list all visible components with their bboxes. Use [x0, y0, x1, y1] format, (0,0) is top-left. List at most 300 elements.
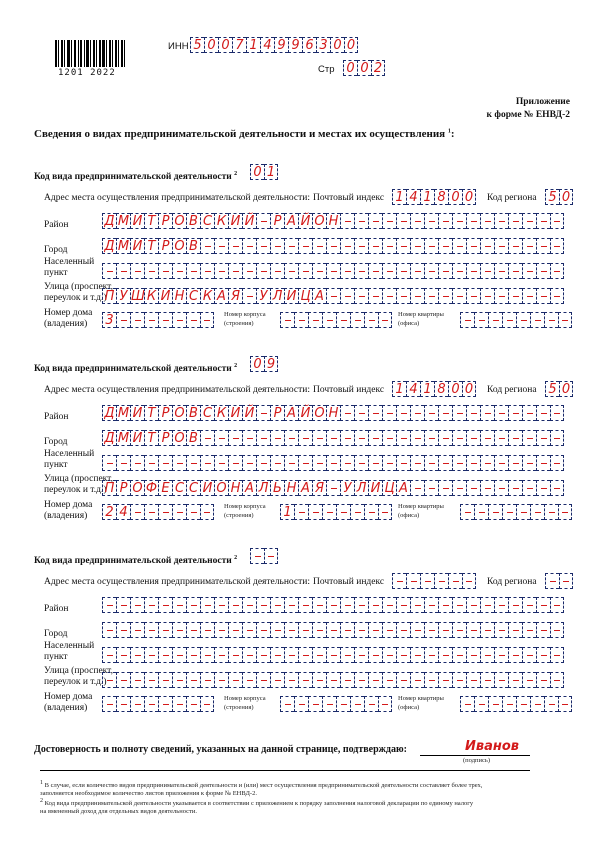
- building-field-cell[interactable]: [322, 312, 336, 328]
- district-field-cell[interactable]: Н: [326, 213, 340, 229]
- district-field-cell[interactable]: [256, 597, 270, 613]
- city-field-cell[interactable]: [466, 238, 480, 254]
- apartment-field-cell[interactable]: [460, 696, 474, 712]
- inn-cell[interactable]: 7: [232, 37, 246, 53]
- settlement-field-cell[interactable]: [144, 647, 158, 663]
- settlement-field-cell[interactable]: [242, 263, 256, 279]
- district-field-cell[interactable]: Т: [144, 213, 158, 229]
- city-field-cell[interactable]: [158, 622, 172, 638]
- district-field-cell[interactable]: [284, 597, 298, 613]
- settlement-field-cell[interactable]: [340, 647, 354, 663]
- district-field-cell[interactable]: [172, 597, 186, 613]
- apartment-field-cell[interactable]: [516, 312, 530, 328]
- city-field-cell[interactable]: [340, 622, 354, 638]
- district-field-cell[interactable]: [368, 597, 382, 613]
- activity-code-field-cell[interactable]: 0: [250, 164, 264, 180]
- district-field-cell[interactable]: О: [312, 405, 326, 421]
- postal-index-field[interactable]: [392, 189, 476, 205]
- city-field-cell[interactable]: [242, 238, 256, 254]
- building-field-cell[interactable]: 1: [280, 504, 294, 520]
- city-field-cell[interactable]: [326, 430, 340, 446]
- city-field-cell[interactable]: [452, 430, 466, 446]
- region-code-field-cell[interactable]: [559, 573, 573, 589]
- city-field-cell[interactable]: Т: [144, 430, 158, 446]
- settlement-field-cell[interactable]: [214, 455, 228, 471]
- inn-cell[interactable]: 3: [316, 37, 330, 53]
- city-field-cell[interactable]: [228, 430, 242, 446]
- building-field[interactable]: [280, 312, 392, 328]
- city-field-cell[interactable]: [354, 238, 368, 254]
- district-field-cell[interactable]: [130, 597, 144, 613]
- street-field-cell[interactable]: [438, 480, 452, 496]
- building-field-cell[interactable]: [308, 504, 322, 520]
- house-field-cell[interactable]: [172, 504, 186, 520]
- district-field-cell[interactable]: Н: [326, 405, 340, 421]
- city-field-cell[interactable]: [228, 622, 242, 638]
- settlement-field-cell[interactable]: [536, 263, 550, 279]
- street-field-cell[interactable]: У: [340, 480, 354, 496]
- street-field-cell[interactable]: А: [242, 480, 256, 496]
- street-field-cell[interactable]: [256, 672, 270, 688]
- page-number-cell[interactable]: 2: [371, 60, 385, 76]
- district-field-cell[interactable]: [536, 597, 550, 613]
- settlement-field-cell[interactable]: [116, 263, 130, 279]
- street-field-cell[interactable]: [242, 672, 256, 688]
- city-field-cell[interactable]: [284, 238, 298, 254]
- settlement-field-cell[interactable]: [438, 455, 452, 471]
- street-field-cell[interactable]: П: [102, 480, 116, 496]
- district-field-cell[interactable]: Р: [270, 405, 284, 421]
- city-field-cell[interactable]: И: [130, 238, 144, 254]
- postal-index-field-cell[interactable]: 1: [392, 189, 406, 205]
- city-field-cell[interactable]: [424, 430, 438, 446]
- house-field[interactable]: [102, 696, 214, 712]
- district-field-cell[interactable]: В: [186, 405, 200, 421]
- settlement-field-cell[interactable]: [368, 455, 382, 471]
- city-field-cell[interactable]: [452, 238, 466, 254]
- street-field-cell[interactable]: [466, 288, 480, 304]
- street-field-cell[interactable]: [452, 672, 466, 688]
- street-field-cell[interactable]: [410, 672, 424, 688]
- city-field-cell[interactable]: [494, 430, 508, 446]
- activity-code-field-cell[interactable]: [250, 548, 264, 564]
- settlement-field-cell[interactable]: [102, 263, 116, 279]
- district-field-cell[interactable]: [256, 405, 270, 421]
- street-field-cell[interactable]: Ф: [145, 481, 158, 496]
- street-field-cell[interactable]: Н: [284, 480, 298, 496]
- building-field-cell[interactable]: [378, 504, 392, 520]
- settlement-field-cell[interactable]: [242, 647, 256, 663]
- street-field-cell[interactable]: [536, 480, 550, 496]
- city-field-cell[interactable]: [200, 622, 214, 638]
- city-field-cell[interactable]: [144, 622, 158, 638]
- street-field-cell[interactable]: [326, 288, 340, 304]
- settlement-field-cell[interactable]: [494, 263, 508, 279]
- city-field-cell[interactable]: [382, 430, 396, 446]
- page-number-cell[interactable]: 0: [357, 60, 371, 76]
- district-field-cell[interactable]: [494, 213, 508, 229]
- apartment-field-cell[interactable]: [516, 696, 530, 712]
- district-field-cell[interactable]: [312, 597, 326, 613]
- street-field-cell[interactable]: С: [172, 480, 186, 496]
- building-field-cell[interactable]: [378, 312, 392, 328]
- postal-index-field-cell[interactable]: [448, 573, 462, 589]
- district-field[interactable]: [102, 213, 564, 229]
- settlement-field-cell[interactable]: [130, 647, 144, 663]
- activity-code-field-cell[interactable]: 9: [264, 356, 278, 372]
- building-field-cell[interactable]: [350, 504, 364, 520]
- settlement-field-cell[interactable]: [144, 263, 158, 279]
- street-field-cell[interactable]: Ш: [131, 289, 145, 304]
- city-field-cell[interactable]: [438, 430, 452, 446]
- settlement-field-cell[interactable]: [144, 455, 158, 471]
- street-field-cell[interactable]: [452, 288, 466, 304]
- settlement-field[interactable]: [102, 263, 564, 279]
- city-field-cell[interactable]: [480, 622, 494, 638]
- district-field-cell[interactable]: Р: [158, 405, 172, 421]
- settlement-field-cell[interactable]: [466, 455, 480, 471]
- postal-index-field-cell[interactable]: 0: [462, 381, 476, 397]
- street-field-cell[interactable]: [214, 672, 228, 688]
- district-field[interactable]: [102, 597, 564, 613]
- city-field-cell[interactable]: Д: [102, 238, 116, 254]
- city-field-cell[interactable]: [340, 238, 354, 254]
- apartment-field-cell[interactable]: [474, 504, 488, 520]
- building-field-cell[interactable]: [364, 696, 378, 712]
- inn-cell[interactable]: 5: [190, 37, 204, 53]
- settlement-field-cell[interactable]: [480, 647, 494, 663]
- region-code-field-cell[interactable]: 5: [545, 381, 559, 397]
- postal-index-field-cell[interactable]: 1: [420, 381, 434, 397]
- settlement-field-cell[interactable]: [116, 455, 130, 471]
- settlement-field-cell[interactable]: [424, 647, 438, 663]
- street-field-cell[interactable]: Я: [312, 480, 326, 496]
- district-field-cell[interactable]: [494, 597, 508, 613]
- district-field-cell[interactable]: [494, 405, 508, 421]
- street-field-cell[interactable]: [424, 288, 438, 304]
- district-field-cell[interactable]: [368, 213, 382, 229]
- district-field-cell[interactable]: А: [284, 405, 298, 421]
- settlement-field-cell[interactable]: [214, 263, 228, 279]
- street-field-cell[interactable]: [536, 288, 550, 304]
- settlement-field-cell[interactable]: [508, 263, 522, 279]
- district-field[interactable]: [102, 405, 564, 421]
- street-field-cell[interactable]: [354, 288, 368, 304]
- district-field-cell[interactable]: [466, 597, 480, 613]
- city-field-cell[interactable]: [256, 238, 270, 254]
- district-field-cell[interactable]: [550, 597, 564, 613]
- street-field-cell[interactable]: [522, 288, 536, 304]
- settlement-field-cell[interactable]: [354, 647, 368, 663]
- district-field-cell[interactable]: Р: [270, 213, 284, 229]
- settlement-field-cell[interactable]: [536, 455, 550, 471]
- house-field-cell[interactable]: [144, 504, 158, 520]
- street-field-cell[interactable]: С: [186, 288, 200, 304]
- page-number-field[interactable]: [343, 60, 385, 76]
- district-field-cell[interactable]: [536, 405, 550, 421]
- street-field-cell[interactable]: [508, 672, 522, 688]
- settlement-field-cell[interactable]: [326, 647, 340, 663]
- city-field-cell[interactable]: [382, 622, 396, 638]
- settlement-field-cell[interactable]: [158, 263, 172, 279]
- house-field-cell[interactable]: [116, 696, 130, 712]
- settlement-field-cell[interactable]: [298, 647, 312, 663]
- inn-cell[interactable]: 0: [204, 37, 218, 53]
- street-field-cell[interactable]: [410, 480, 424, 496]
- house-field-cell[interactable]: [144, 696, 158, 712]
- city-field-cell[interactable]: [536, 430, 550, 446]
- district-field-cell[interactable]: [522, 405, 536, 421]
- settlement-field-cell[interactable]: [284, 647, 298, 663]
- city-field-cell[interactable]: М: [117, 431, 130, 446]
- postal-index-field-cell[interactable]: 8: [434, 189, 448, 205]
- settlement-field-cell[interactable]: [410, 455, 424, 471]
- street-field[interactable]: [102, 672, 564, 688]
- city-field-cell[interactable]: [438, 238, 452, 254]
- settlement-field-cell[interactable]: [102, 647, 116, 663]
- apartment-field[interactable]: [460, 504, 572, 520]
- district-field-cell[interactable]: [452, 405, 466, 421]
- settlement-field-cell[interactable]: [270, 647, 284, 663]
- settlement-field-cell[interactable]: [550, 455, 564, 471]
- district-field-cell[interactable]: Д: [102, 213, 116, 229]
- settlement-field-cell[interactable]: [298, 263, 312, 279]
- settlement-field-cell[interactable]: [480, 263, 494, 279]
- postal-index-field-cell[interactable]: [462, 573, 476, 589]
- district-field-cell[interactable]: И: [228, 405, 242, 421]
- street-field-cell[interactable]: [494, 288, 508, 304]
- city-field-cell[interactable]: Р: [158, 238, 172, 254]
- city-field-cell[interactable]: [340, 430, 354, 446]
- settlement-field-cell[interactable]: [102, 455, 116, 471]
- settlement-field-cell[interactable]: [396, 647, 410, 663]
- settlement-field-cell[interactable]: [172, 455, 186, 471]
- house-field-cell[interactable]: [172, 696, 186, 712]
- settlement-field-cell[interactable]: [550, 647, 564, 663]
- district-field-cell[interactable]: [382, 213, 396, 229]
- street-field-cell[interactable]: Ц: [298, 288, 312, 304]
- settlement-field-cell[interactable]: [340, 455, 354, 471]
- district-field-cell[interactable]: [396, 405, 410, 421]
- district-field-cell[interactable]: [396, 597, 410, 613]
- district-field-cell[interactable]: М: [117, 214, 130, 229]
- house-field-cell[interactable]: [172, 312, 186, 328]
- city-field-cell[interactable]: [186, 622, 200, 638]
- district-field-cell[interactable]: [522, 213, 536, 229]
- street-field-cell[interactable]: [522, 480, 536, 496]
- postal-index-field[interactable]: [392, 381, 476, 397]
- apartment-field-cell[interactable]: [544, 504, 558, 520]
- city-field-cell[interactable]: [298, 430, 312, 446]
- apartment-field-cell[interactable]: [544, 312, 558, 328]
- building-field-cell[interactable]: [350, 696, 364, 712]
- house-field-cell[interactable]: [130, 504, 144, 520]
- street-field-cell[interactable]: [480, 480, 494, 496]
- building-field-cell[interactable]: [364, 312, 378, 328]
- settlement-field-cell[interactable]: [466, 647, 480, 663]
- city-field-cell[interactable]: [270, 430, 284, 446]
- district-field-cell[interactable]: [438, 597, 452, 613]
- postal-index-field-cell[interactable]: 1: [392, 381, 406, 397]
- settlement-field-cell[interactable]: [410, 263, 424, 279]
- district-field-cell[interactable]: И: [228, 213, 242, 229]
- house-field-cell[interactable]: [158, 696, 172, 712]
- city-field[interactable]: [102, 430, 564, 446]
- apartment-field-cell[interactable]: [460, 504, 474, 520]
- postal-index-field[interactable]: [392, 573, 476, 589]
- district-field-cell[interactable]: [438, 213, 452, 229]
- city-field-cell[interactable]: [214, 238, 228, 254]
- settlement-field-cell[interactable]: [494, 647, 508, 663]
- street-field-cell[interactable]: [480, 288, 494, 304]
- building-field-cell[interactable]: [308, 696, 322, 712]
- region-code-field-cell[interactable]: 0: [559, 189, 573, 205]
- city-field-cell[interactable]: [452, 622, 466, 638]
- street-field-cell[interactable]: А: [396, 480, 410, 496]
- street-field-cell[interactable]: А: [214, 288, 228, 304]
- building-field-cell[interactable]: [336, 696, 350, 712]
- house-field-cell[interactable]: [144, 312, 158, 328]
- house-field-cell[interactable]: 4: [116, 504, 130, 520]
- district-field-cell[interactable]: [354, 597, 368, 613]
- postal-index-field-cell[interactable]: 4: [406, 381, 420, 397]
- building-field-cell[interactable]: [294, 312, 308, 328]
- apartment-field[interactable]: [460, 312, 572, 328]
- street-field-cell[interactable]: [438, 288, 452, 304]
- street-field-cell[interactable]: [480, 672, 494, 688]
- city-field-cell[interactable]: [550, 238, 564, 254]
- street-field-cell[interactable]: [438, 672, 452, 688]
- street-field-cell[interactable]: [452, 480, 466, 496]
- region-code-field-cell[interactable]: [545, 573, 559, 589]
- street-field-cell[interactable]: [466, 672, 480, 688]
- apartment-field[interactable]: [460, 696, 572, 712]
- street-field[interactable]: [102, 288, 564, 304]
- city-field-cell[interactable]: [508, 430, 522, 446]
- street-field-cell[interactable]: [466, 480, 480, 496]
- street-field-cell[interactable]: К: [144, 288, 158, 304]
- city-field-cell[interactable]: [410, 430, 424, 446]
- district-field-cell[interactable]: [256, 213, 270, 229]
- street-field-cell[interactable]: А: [298, 480, 312, 496]
- settlement-field-cell[interactable]: [172, 263, 186, 279]
- street-field-cell[interactable]: [340, 672, 354, 688]
- house-field-cell[interactable]: [200, 696, 214, 712]
- district-field-cell[interactable]: [242, 597, 256, 613]
- apartment-field-cell[interactable]: [558, 312, 572, 328]
- city-field-cell[interactable]: [228, 238, 242, 254]
- apartment-field-cell[interactable]: [502, 696, 516, 712]
- postal-index-field-cell[interactable]: 8: [434, 381, 448, 397]
- street-field-cell[interactable]: Ь: [270, 480, 284, 496]
- settlement-field-cell[interactable]: [382, 455, 396, 471]
- street-field-cell[interactable]: [102, 672, 116, 688]
- house-field-cell[interactable]: [200, 504, 214, 520]
- apartment-field-cell[interactable]: [488, 504, 502, 520]
- settlement-field-cell[interactable]: [354, 263, 368, 279]
- street-field-cell[interactable]: И: [200, 480, 214, 496]
- street-field-cell[interactable]: [550, 480, 564, 496]
- street-field-cell[interactable]: [186, 672, 200, 688]
- street-field-cell[interactable]: [424, 480, 438, 496]
- settlement-field-cell[interactable]: [228, 647, 242, 663]
- settlement-field-cell[interactable]: [298, 455, 312, 471]
- district-field-cell[interactable]: [480, 213, 494, 229]
- settlement-field-cell[interactable]: [326, 455, 340, 471]
- city-field-cell[interactable]: [172, 622, 186, 638]
- settlement-field-cell[interactable]: [312, 455, 326, 471]
- city-field-cell[interactable]: [396, 238, 410, 254]
- city-field-cell[interactable]: [368, 430, 382, 446]
- street-field-cell[interactable]: Л: [256, 480, 270, 496]
- district-field-cell[interactable]: Д: [102, 405, 116, 421]
- street-field-cell[interactable]: Л: [354, 480, 368, 496]
- house-field-cell[interactable]: [186, 504, 200, 520]
- city-field-cell[interactable]: О: [172, 238, 186, 254]
- apartment-field-cell[interactable]: [544, 696, 558, 712]
- building-field-cell[interactable]: [294, 504, 308, 520]
- district-field-cell[interactable]: [102, 597, 116, 613]
- city-field-cell[interactable]: [256, 430, 270, 446]
- street-field-cell[interactable]: [368, 672, 382, 688]
- street-field-cell[interactable]: П: [102, 288, 116, 304]
- district-field-cell[interactable]: [340, 597, 354, 613]
- settlement-field-cell[interactable]: [200, 647, 214, 663]
- street-field-cell[interactable]: [326, 672, 340, 688]
- district-field-cell[interactable]: О: [172, 213, 186, 229]
- city-field-cell[interactable]: [410, 622, 424, 638]
- street-field-cell[interactable]: [354, 672, 368, 688]
- settlement-field-cell[interactable]: [312, 647, 326, 663]
- city-field-cell[interactable]: [466, 622, 480, 638]
- district-field-cell[interactable]: [508, 597, 522, 613]
- street-field-cell[interactable]: Ц: [382, 480, 396, 496]
- inn-cell[interactable]: 9: [288, 37, 302, 53]
- settlement-field-cell[interactable]: [256, 455, 270, 471]
- city-field-cell[interactable]: [298, 622, 312, 638]
- postal-index-field-cell[interactable]: 4: [406, 189, 420, 205]
- district-field-cell[interactable]: С: [200, 405, 214, 421]
- city-field-cell[interactable]: [508, 238, 522, 254]
- district-field-cell[interactable]: [116, 597, 130, 613]
- street-field-cell[interactable]: [158, 672, 172, 688]
- inn-field[interactable]: [190, 37, 358, 53]
- street-field-cell[interactable]: [522, 672, 536, 688]
- street-field-cell[interactable]: [242, 288, 256, 304]
- city-field-cell[interactable]: [536, 238, 550, 254]
- district-field-cell[interactable]: [214, 597, 228, 613]
- postal-index-field-cell[interactable]: [406, 573, 420, 589]
- settlement-field-cell[interactable]: [368, 647, 382, 663]
- city-field-cell[interactable]: [536, 622, 550, 638]
- city-field-cell[interactable]: [116, 622, 130, 638]
- district-field-cell[interactable]: [158, 597, 172, 613]
- settlement-field-cell[interactable]: [424, 263, 438, 279]
- city-field-cell[interactable]: [312, 430, 326, 446]
- street-field-cell[interactable]: [494, 480, 508, 496]
- street-field-cell[interactable]: К: [200, 288, 214, 304]
- street-field-cell[interactable]: [550, 288, 564, 304]
- region-code-field-cell[interactable]: 0: [559, 381, 573, 397]
- settlement-field-cell[interactable]: [382, 647, 396, 663]
- district-field-cell[interactable]: [424, 213, 438, 229]
- settlement-field-cell[interactable]: [452, 647, 466, 663]
- house-field-cell[interactable]: [130, 312, 144, 328]
- city-field-cell[interactable]: О: [172, 430, 186, 446]
- house-field-cell[interactable]: [130, 696, 144, 712]
- apartment-field-cell[interactable]: [488, 696, 502, 712]
- district-field-cell[interactable]: Й: [298, 213, 312, 229]
